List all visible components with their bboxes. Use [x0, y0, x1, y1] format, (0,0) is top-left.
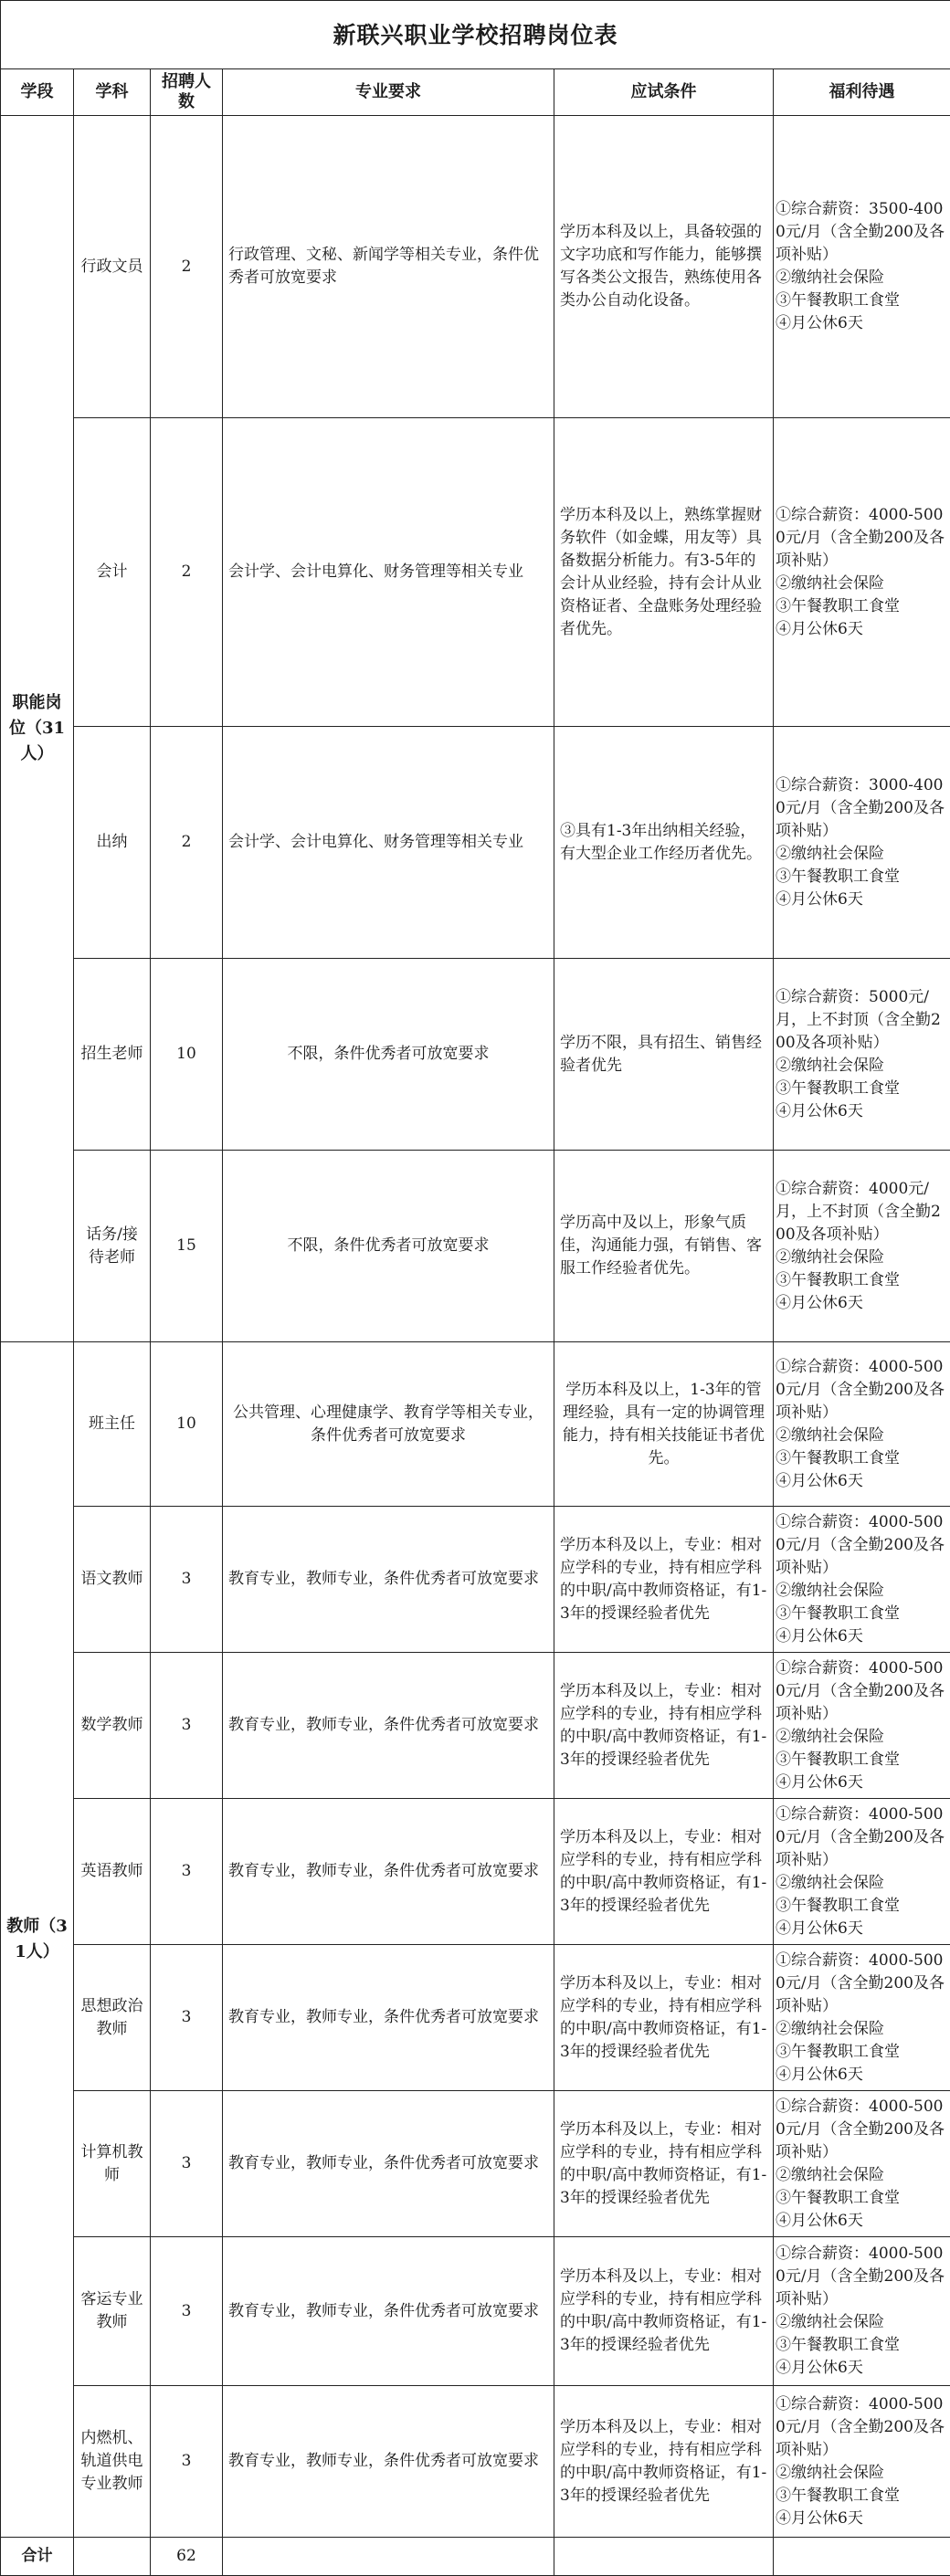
benefit-item: ④月公休6天	[776, 1292, 948, 1315]
major-cell: 不限，条件优秀者可放宽要求	[223, 1151, 554, 1342]
major-cell: 会计学、会计电算化、财务管理等相关专业	[223, 727, 554, 959]
major-cell: 行政管理、文秘、新闻学等相关专业，条件优秀者可放宽要求	[223, 116, 554, 418]
benefit-item: ④月公休6天	[776, 1100, 948, 1123]
total-empty-cell	[223, 2538, 554, 2576]
benefit-item: ④月公休6天	[776, 618, 948, 641]
table-row	[1, 116, 950, 418]
benefits-cell	[774, 2091, 950, 2237]
major-cell: 不限，条件优秀者可放宽要求	[223, 959, 554, 1151]
subject-cell: 数学教师	[74, 1653, 151, 1799]
benefit-item: ②缴纳社会保险	[776, 2462, 948, 2485]
benefit-item: ③午餐教职工食堂	[776, 2187, 948, 2210]
subject-cell: 会计	[74, 418, 151, 727]
page-title: 新联兴职业学校招聘岗位表	[1, 1, 950, 69]
count-cell: 3	[151, 1507, 223, 1653]
benefits-cell	[774, 1151, 950, 1342]
benefit-item: ④月公休6天	[776, 2357, 948, 2380]
benefit-item: ③午餐教职工食堂	[776, 2334, 948, 2357]
benefit-item: ①综合薪资：4000-5000元/月（含全勤200及各项补贴）	[776, 504, 948, 573]
benefits-cell	[774, 727, 950, 959]
benefits-cell	[774, 2386, 950, 2538]
benefit-item: ①综合薪资：5000元/月，上不封顶（含全勤200及各项补贴）	[776, 986, 948, 1055]
table-row	[1, 1799, 950, 1945]
header-count: 招聘人数	[151, 69, 223, 116]
benefit-item: ②缴纳社会保险	[776, 573, 948, 595]
benefit-item: ②缴纳社会保险	[776, 1055, 948, 1078]
conditions-cell: 学历本科及以上，专业：相对应学科的专业，持有相应学科的中职/高中教师资格证，有1-3年的授课经验者优先	[554, 2237, 774, 2386]
header-benefits: 福利待遇	[774, 69, 950, 116]
total-empty-cell	[774, 2538, 950, 2576]
stage-cell: 教师（31人）	[1, 1342, 74, 2538]
count-cell: 3	[151, 1799, 223, 1945]
conditions-cell: 学历本科及以上，具备较强的文字功底和写作能力，能够撰写各类公文报告，熟练使用各类办公自动化设备。	[554, 116, 774, 418]
subject-cell: 英语教师	[74, 1799, 151, 1945]
header-stage: 学段	[1, 69, 74, 116]
benefit-item: ②缴纳社会保险	[776, 843, 948, 866]
conditions-cell: 学历本科及以上，专业：相对应学科的专业，持有相应学科的中职/高中教师资格证，有1-3年的授课经验者优先	[554, 1653, 774, 1799]
benefit-item: ①综合薪资：4000-5000元/月（含全勤200及各项补贴）	[776, 1657, 948, 1726]
benefit-item: ③午餐教职工食堂	[776, 1269, 948, 1292]
major-cell: 教育专业，教师专业，条件优秀者可放宽要求	[223, 1507, 554, 1653]
benefit-item: ②缴纳社会保险	[776, 1872, 948, 1895]
benefit-item: ④月公休6天	[776, 1772, 948, 1794]
benefit-item: ②缴纳社会保险	[776, 1726, 948, 1749]
conditions-cell: 学历本科及以上，1-3年的管理经验，具有一定的协调管理能力，持有相关技能证书者优先。	[554, 1342, 774, 1507]
table-row	[1, 2237, 950, 2386]
total-count: 62	[151, 2538, 223, 2576]
count-cell: 2	[151, 418, 223, 727]
total-label: 合计	[1, 2538, 74, 2576]
conditions-cell: 学历本科及以上，专业：相对应学科的专业，持有相应学科的中职/高中教师资格证，有1-3年的授课经验者优先	[554, 1507, 774, 1653]
benefits-cell	[774, 959, 950, 1151]
benefit-item: ③午餐教职工食堂	[776, 1603, 948, 1625]
benefit-item: ①综合薪资：4000元/月，上不封顶（含全勤200及各项补贴）	[776, 1178, 948, 1246]
major-cell: 教育专业，教师专业，条件优秀者可放宽要求	[223, 1945, 554, 2091]
benefit-item: ④月公休6天	[776, 312, 948, 335]
benefit-item: ④月公休6天	[776, 888, 948, 911]
benefit-item: ①综合薪资：4000-5000元/月（含全勤200及各项补贴）	[776, 1511, 948, 1580]
count-cell: 3	[151, 2091, 223, 2237]
table-row	[1, 418, 950, 727]
benefit-item: ②缴纳社会保险	[776, 1580, 948, 1603]
benefit-item: ②缴纳社会保险	[776, 2018, 948, 2041]
benefit-item: ③午餐教职工食堂	[776, 2041, 948, 2064]
major-cell: 教育专业，教师专业，条件优秀者可放宽要求	[223, 1799, 554, 1945]
conditions-cell: 学历本科及以上，专业：相对应学科的专业，持有相应学科的中职/高中教师资格证，有1-3年的授课经验者优先	[554, 2386, 774, 2538]
benefit-item: ②缴纳社会保险	[776, 1246, 948, 1269]
subject-cell: 话务/接待老师	[74, 1151, 151, 1342]
major-cell: 教育专业，教师专业，条件优秀者可放宽要求	[223, 2091, 554, 2237]
total-row	[1, 2538, 950, 2576]
header-conditions: 应试条件	[554, 69, 774, 116]
benefit-item: ③午餐教职工食堂	[776, 866, 948, 888]
subject-cell: 内燃机、轨道供电专业教师	[74, 2386, 151, 2538]
table-row	[1, 1653, 950, 1799]
benefits-cell	[774, 1799, 950, 1945]
count-cell: 2	[151, 727, 223, 959]
benefit-item: ①综合薪资：4000-5000元/月（含全勤200及各项补贴）	[776, 2243, 948, 2311]
subject-cell: 出纳	[74, 727, 151, 959]
benefit-item: ①综合薪资：4000-5000元/月（含全勤200及各项补贴）	[776, 1803, 948, 1872]
subject-cell: 思想政治教师	[74, 1945, 151, 2091]
benefit-item: ④月公休6天	[776, 2508, 948, 2530]
benefit-item: ④月公休6天	[776, 1625, 948, 1648]
benefit-item: ④月公休6天	[776, 2210, 948, 2233]
table-row	[1, 1945, 950, 2091]
subject-cell: 语文教师	[74, 1507, 151, 1653]
subject-cell: 行政文员	[74, 116, 151, 418]
major-cell: 公共管理、心理健康学、教育学等相关专业，条件优秀者可放宽要求	[223, 1342, 554, 1507]
table-header-row	[1, 69, 950, 116]
benefits-cell	[774, 418, 950, 727]
benefit-item: ④月公休6天	[776, 1918, 948, 1940]
benefit-item: ①综合薪资：4000-5000元/月（含全勤200及各项补贴）	[776, 2096, 948, 2164]
major-cell: 教育专业，教师专业，条件优秀者可放宽要求	[223, 2386, 554, 2538]
benefit-item: ③午餐教职工食堂	[776, 1447, 948, 1470]
table-row	[1, 1342, 950, 1507]
conditions-cell: 学历本科及以上，熟练掌握财务软件（如金蝶，用友等）具备数据分析能力。有3-5年的会计从业经验，持有会计从业资格证者、全盘账务处理经验者优先。	[554, 418, 774, 727]
count-cell: 10	[151, 959, 223, 1151]
benefit-item: ④月公休6天	[776, 1470, 948, 1493]
benefit-item: ③午餐教职工食堂	[776, 595, 948, 618]
benefits-cell	[774, 1653, 950, 1799]
count-cell: 2	[151, 116, 223, 418]
total-empty-cell	[74, 2538, 151, 2576]
benefits-cell	[774, 2237, 950, 2386]
benefit-item: ①综合薪资：4000-5000元/月（含全勤200及各项补贴）	[776, 1950, 948, 2018]
count-cell: 3	[151, 2386, 223, 2538]
total-empty-cell	[554, 2538, 774, 2576]
header-subject: 学科	[74, 69, 151, 116]
major-cell: 会计学、会计电算化、财务管理等相关专业	[223, 418, 554, 727]
conditions-cell: 学历不限，具有招生、销售经验者优先	[554, 959, 774, 1151]
benefit-item: ①综合薪资：4000-5000元/月（含全勤200及各项补贴）	[776, 2393, 948, 2462]
benefit-item: ③午餐教职工食堂	[776, 289, 948, 312]
conditions-cell: 学历本科及以上，专业：相对应学科的专业，持有相应学科的中职/高中教师资格证，有1-3年的授课经验者优先	[554, 1799, 774, 1945]
benefit-item: ②缴纳社会保险	[776, 2311, 948, 2334]
major-cell: 教育专业，教师专业，条件优秀者可放宽要求	[223, 2237, 554, 2386]
subject-cell: 客运专业教师	[74, 2237, 151, 2386]
conditions-cell: 学历本科及以上，专业：相对应学科的专业，持有相应学科的中职/高中教师资格证，有1-3年的授课经验者优先	[554, 1945, 774, 2091]
benefit-item: ③午餐教职工食堂	[776, 2485, 948, 2508]
major-cell: 教育专业，教师专业，条件优秀者可放宽要求	[223, 1653, 554, 1799]
benefit-item: ②缴纳社会保险	[776, 2164, 948, 2187]
subject-cell: 招生老师	[74, 959, 151, 1151]
benefits-cell	[774, 116, 950, 418]
subject-cell: 计算机教师	[74, 2091, 151, 2237]
subject-cell: 班主任	[74, 1342, 151, 1507]
benefit-item: ④月公休6天	[776, 2064, 948, 2087]
benefit-item: ③午餐教职工食堂	[776, 1749, 948, 1772]
conditions-cell: ③具有1-3年出纳相关经验，有大型企业工作经历者优先。	[554, 727, 774, 959]
table-row	[1, 1507, 950, 1653]
benefit-item: ①综合薪资：4000-5000元/月（含全勤200及各项补贴）	[776, 1356, 948, 1425]
count-cell: 3	[151, 2237, 223, 2386]
table-row	[1, 2386, 950, 2538]
table-row	[1, 959, 950, 1151]
count-cell: 15	[151, 1151, 223, 1342]
conditions-cell: 学历本科及以上，专业：相对应学科的专业，持有相应学科的中职/高中教师资格证，有1-3年的授课经验者优先	[554, 2091, 774, 2237]
conditions-cell: 学历高中及以上，形象气质佳，沟通能力强，有销售、客服工作经验者优先。	[554, 1151, 774, 1342]
benefit-item: ③午餐教职工食堂	[776, 1078, 948, 1100]
benefit-item: ③午餐教职工食堂	[776, 1895, 948, 1918]
benefit-item: ②缴纳社会保险	[776, 267, 948, 289]
header-major: 专业要求	[223, 69, 554, 116]
count-cell: 10	[151, 1342, 223, 1507]
benefit-item: ②缴纳社会保险	[776, 1425, 948, 1447]
benefits-cell	[774, 1945, 950, 2091]
benefits-cell	[774, 1507, 950, 1653]
stage-cell: 职能岗位（31人）	[1, 116, 74, 1342]
count-cell: 3	[151, 1653, 223, 1799]
benefit-item: ①综合薪资：3500-4000元/月（含全勤200及各项补贴）	[776, 198, 948, 267]
table-row	[1, 2091, 950, 2237]
table-row	[1, 1151, 950, 1342]
table-row	[1, 727, 950, 959]
count-cell: 3	[151, 1945, 223, 2091]
benefits-cell	[774, 1342, 950, 1507]
benefit-item: ①综合薪资：3000-4000元/月（含全勤200及各项补贴）	[776, 774, 948, 843]
